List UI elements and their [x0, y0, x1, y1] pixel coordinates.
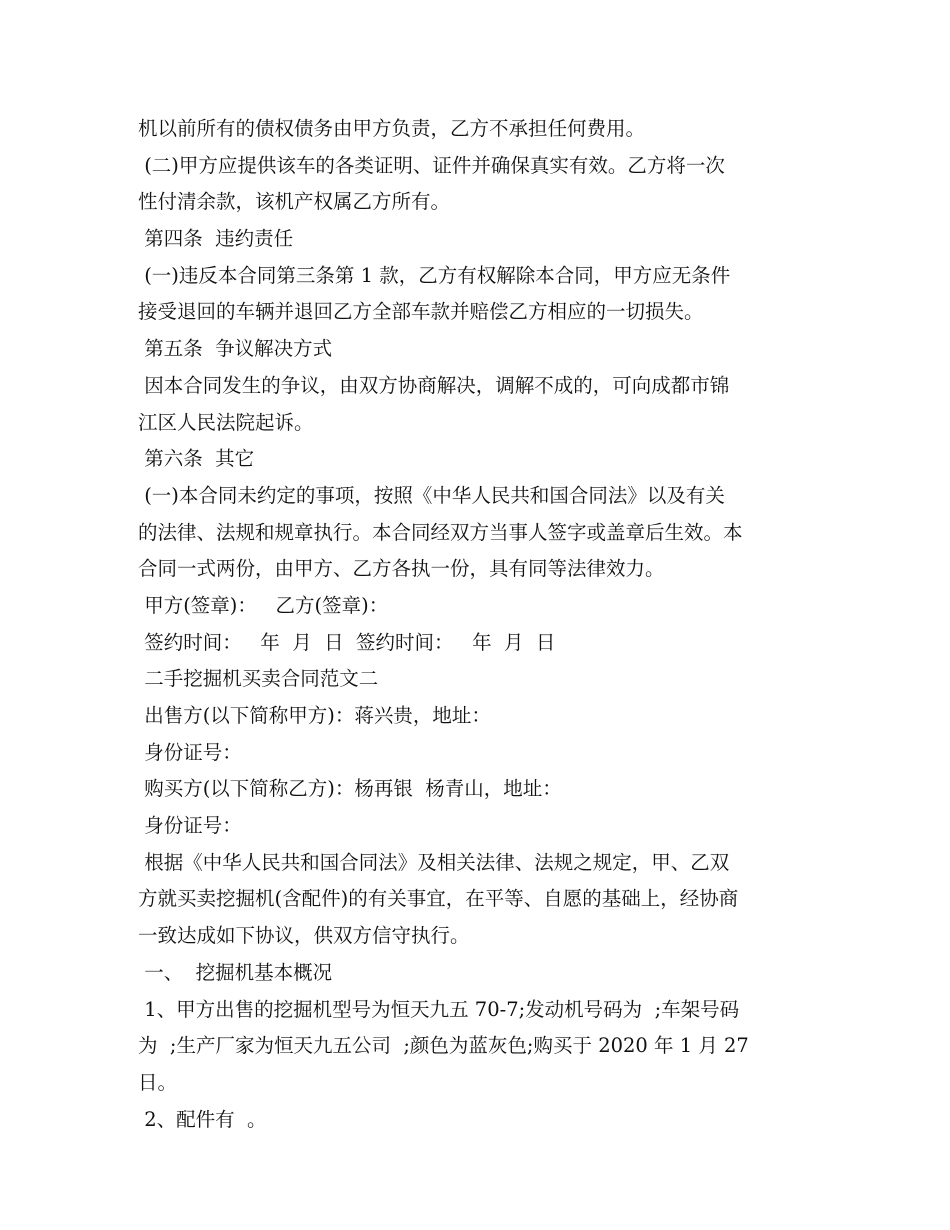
text-line: 接受退回的车辆并退回乙方全部车款并赔偿乙方相应的一切损失。 [138, 300, 704, 324]
text-line: 1、甲方出售的挖掘机型号为恒天九五 70-7;发动机号码为 ;车架号码 [138, 997, 740, 1021]
signature-line: 甲方(签章)： 乙方(签章)： [138, 593, 389, 617]
text-line: 的法律、法规和规章执行。本合同经双方当事人签字或盖章后生效。本 [138, 520, 743, 544]
text-line: 一致达成如下协议，供双方信守执行。 [138, 924, 470, 948]
text-line: 2、配件有 。 [138, 1107, 267, 1131]
text-line: 江区人民法院起诉。 [138, 410, 314, 434]
text-line: 机以前所有的债权债务由甲方负责，乙方不承担任何费用。 [138, 117, 646, 140]
document-subtitle: 二手挖掘机买卖合同范文二 [138, 667, 379, 691]
text-line: 为 ;生产厂家为恒天九五公司 ;颜色为蓝灰色;购买于 2020 年 1 月 27 [138, 1034, 749, 1058]
signing-date-line: 签约时间： 年 月 日 签约时间： 年 月 日 [138, 630, 556, 654]
text-line: 因本合同发生的争议，由双方协商解决，调解不成的，可向成都市锦 [138, 373, 730, 397]
text-line: 根据《中华人民共和国合同法》及相关法律、法规之规定，甲、乙双 [138, 850, 730, 874]
text-line: 方就买卖挖掘机(含配件)的有关事宜，在平等、自愿的基础上，经协商 [138, 887, 739, 911]
buyer-line: 购买方(以下简称乙方)：杨再银 杨青山，地址： [138, 777, 562, 801]
text-line: (一)违反本合同第三条第 1 款，乙方有权解除本合同，甲方应无条件 [138, 263, 731, 287]
text-line: 性付清余款，该机产权属乙方所有。 [138, 190, 451, 214]
text-line: (二)甲方应提供该车的各类证明、证件并确保真实有效。乙方将一次 [138, 153, 725, 177]
section-heading: 一、 挖掘机基本概况 [138, 960, 333, 984]
text-line: 合同一式两份，由甲方、乙方各执一份，具有同等法律效力。 [138, 557, 665, 581]
document-body [138, 111, 818, 1138]
section-heading: 第六条 其它 [138, 447, 255, 471]
text-line: 日。 [138, 1070, 178, 1094]
id-number-line: 身份证号： [138, 814, 242, 838]
id-number-line: 身份证号： [138, 740, 242, 764]
seller-line: 出售方(以下简称甲方)：蒋兴贵，地址： [138, 704, 491, 727]
section-heading: 第五条 争议解决方式 [138, 337, 333, 361]
text-line: (一)本合同未约定的事项，按照《中华人民共和国合同法》以及有关 [138, 483, 725, 507]
section-heading: 第四条 违约责任 [138, 227, 294, 251]
